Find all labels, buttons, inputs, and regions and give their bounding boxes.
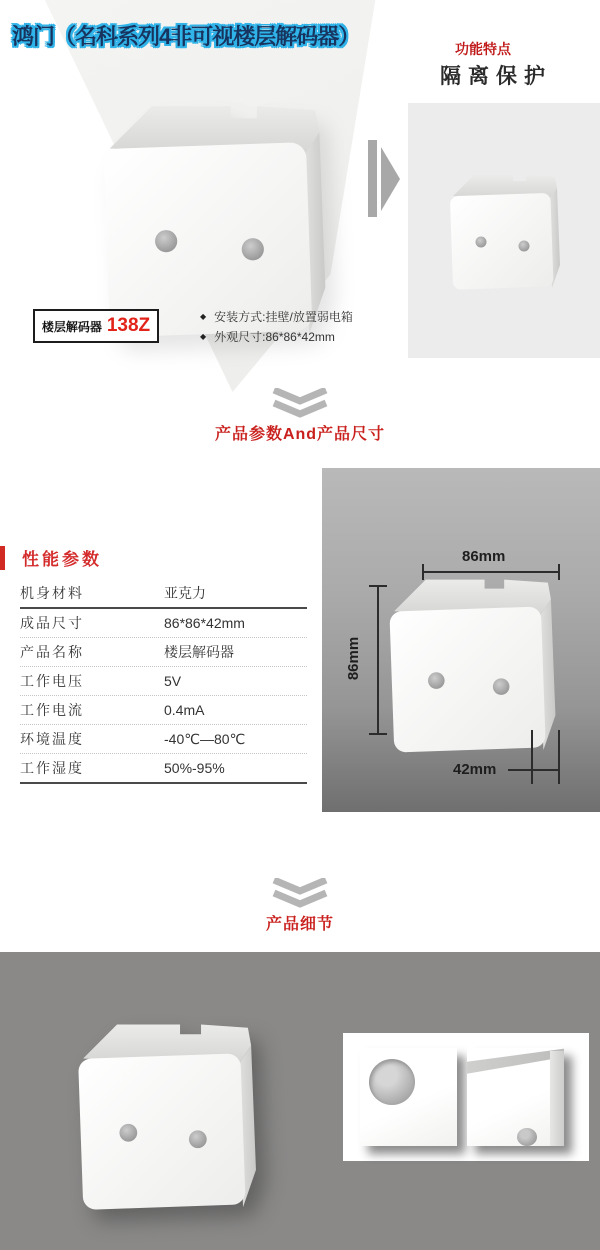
specs-table (20, 579, 307, 784)
section-title-params: 产品参数And产品尺寸 (214, 426, 386, 443)
double-chevron-down-icon (271, 878, 329, 908)
dimension-depth-label: 42mm (453, 761, 497, 778)
dimension-width-label: 86mm (462, 548, 506, 565)
spec-value: 50%-95% (164, 760, 225, 776)
list-item (200, 326, 353, 346)
screw-hole-small (517, 1128, 537, 1146)
specs-header (0, 543, 312, 571)
spec-label: 工作电流 (20, 702, 84, 718)
model-badge (33, 309, 159, 343)
table-row (20, 725, 307, 754)
screw-hole-closeup (369, 1059, 415, 1105)
features-heading: 功能特点 (455, 41, 511, 57)
diamond-bullet-icon: ◆ (200, 331, 207, 341)
detail-photo-hole-closeup (360, 1048, 457, 1146)
section-divider (0, 388, 600, 423)
spec-value: 0.4mA (164, 702, 205, 718)
model-badge-number: 138Z (106, 315, 151, 336)
outer-size-text: 外观尺寸:86*86*42mm (214, 329, 335, 344)
product-photo-detail (68, 1010, 263, 1220)
double-chevron-down-icon (271, 388, 329, 418)
table-row (20, 638, 307, 667)
detail-photo-corner-closeup (467, 1048, 564, 1146)
performance-specs (0, 543, 312, 784)
spec-label: 环境温度 (20, 731, 84, 747)
dimension-height-label: 86mm (345, 636, 363, 681)
table-row (20, 696, 307, 725)
spec-label: 成品尺寸 (20, 615, 84, 631)
install-spec-list (200, 306, 353, 346)
spec-label: 产品名称 (20, 644, 84, 660)
list-item (200, 306, 353, 326)
spec-value: 5V (164, 673, 182, 689)
dimension-figure (322, 468, 600, 812)
product-detail-section (0, 952, 600, 1250)
heading-accent-bar (0, 546, 5, 570)
dimension-tick (422, 564, 424, 580)
table-row (20, 609, 307, 638)
dimension-tick (558, 564, 560, 580)
dimension-tick (558, 730, 560, 784)
install-method-text: 安装方式:挂壁/放置弱电箱 (214, 309, 353, 324)
table-row (20, 667, 307, 696)
detail-photo-panel (343, 1033, 589, 1161)
feature-item-isolation: 隔离保护 (440, 63, 552, 88)
diamond-bullet-icon: ◆ (200, 311, 207, 321)
product-photo-small (443, 166, 565, 296)
page-title: 鸿门（名科系列4非可视楼层解码器） (12, 24, 360, 49)
side-edge-closeup (550, 1051, 564, 1146)
dimension-tick (369, 585, 387, 587)
spec-value: 楼层解码器 (164, 644, 234, 660)
dimension-line-depth (508, 769, 560, 771)
spec-value: 亚克力 (164, 585, 206, 601)
specs-heading: 性能参数 (22, 550, 102, 569)
forward-arrow-icon (381, 147, 400, 211)
spec-label: 工作电压 (20, 673, 84, 689)
spec-label: 工作湿度 (20, 760, 84, 776)
model-badge-name: 楼层解码器 (41, 319, 102, 334)
spec-value: 86*86*42mm (164, 615, 245, 631)
spec-value: -40℃—80℃ (164, 730, 246, 747)
section-divider (0, 878, 600, 913)
dimension-tick (369, 733, 387, 735)
forward-arrow-icon (368, 140, 377, 217)
product-photo-dimensioned (380, 566, 562, 762)
table-row (20, 754, 307, 784)
dimension-tick (531, 730, 533, 784)
dimension-line-top (422, 571, 560, 573)
feature-product-panel (408, 103, 600, 358)
section-title-details: 产品细节 (265, 916, 334, 933)
spec-label: 机身材料 (20, 585, 84, 601)
dimension-line-left (377, 585, 379, 735)
table-row (20, 579, 307, 609)
